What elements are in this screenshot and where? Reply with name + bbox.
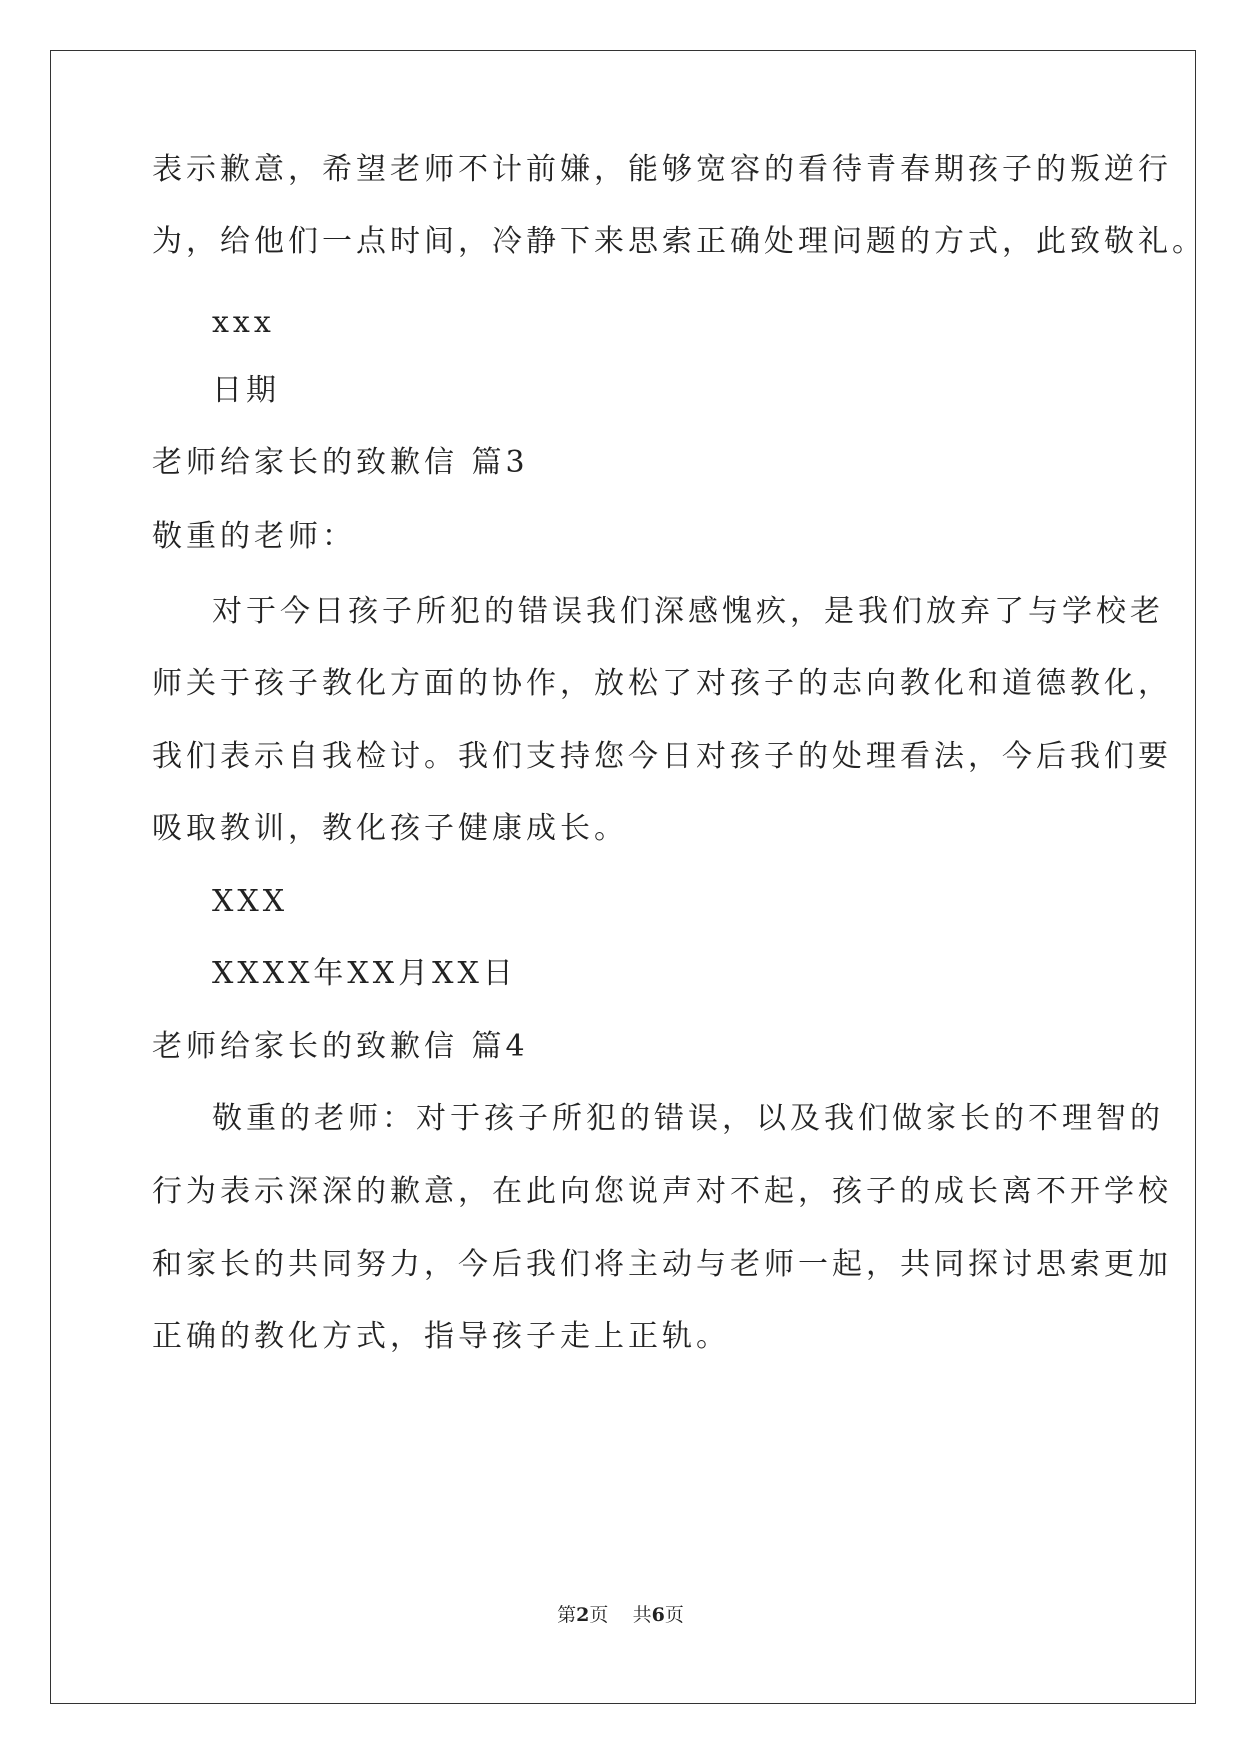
text-line: 行为表示深深的歉意，在此向您说声对不起，孩子的成长离不开学校: [152, 1174, 1172, 1209]
text-line: 吸取教训，教化孩子健康成长。: [152, 811, 628, 846]
text-line: 表示歉意，希望老师不计前嫌，能够宽容的看待青春期孩子的叛逆行: [152, 152, 1172, 187]
text-line: 为，给他们一点时间，冷静下来思索正确处理问题的方式，此致敬礼。: [152, 224, 1206, 259]
text-line: 师关于孩子教化方面的协作，放松了对孩子的志向教化和道德教化，: [152, 666, 1172, 701]
page-number: 2: [576, 1604, 590, 1626]
total-pages: 6: [651, 1604, 665, 1626]
total-suffix: 页: [664, 1604, 684, 1626]
section-heading: 老师给家长的致歉信 篇3: [152, 445, 529, 480]
signature-name: XXX: [212, 884, 289, 919]
text-line: 敬重的老师：对于孩子所犯的错误，以及我们做家长的不理智的: [212, 1101, 1164, 1136]
total-prefix: 共: [632, 1604, 652, 1626]
page-prefix: 第: [557, 1604, 577, 1626]
page-suffix: 页: [589, 1604, 609, 1626]
signature-date: 日期: [212, 373, 280, 408]
text-line: 正确的教化方式，指导孩子走上正轨。: [152, 1319, 730, 1354]
page-border: [50, 50, 1196, 1704]
text-line: 对于今日孩子所犯的错误我们深感愧疚，是我们放弃了与学校老: [212, 594, 1164, 629]
signature-name: xxx: [212, 305, 275, 340]
text-line: 和家长的共同努力，今后我们将主动与老师一起，共同探讨思索更加: [152, 1247, 1172, 1282]
signature-date: XXXX年XX月XX日: [212, 956, 517, 991]
text-line: 我们表示自我检讨。我们支持您今日对孩子的处理看法，今后我们要: [152, 739, 1172, 774]
salutation: 敬重的老师：: [152, 519, 356, 554]
section-heading: 老师给家长的致歉信 篇4: [152, 1029, 529, 1064]
page-footer: [0, 1603, 1241, 1627]
